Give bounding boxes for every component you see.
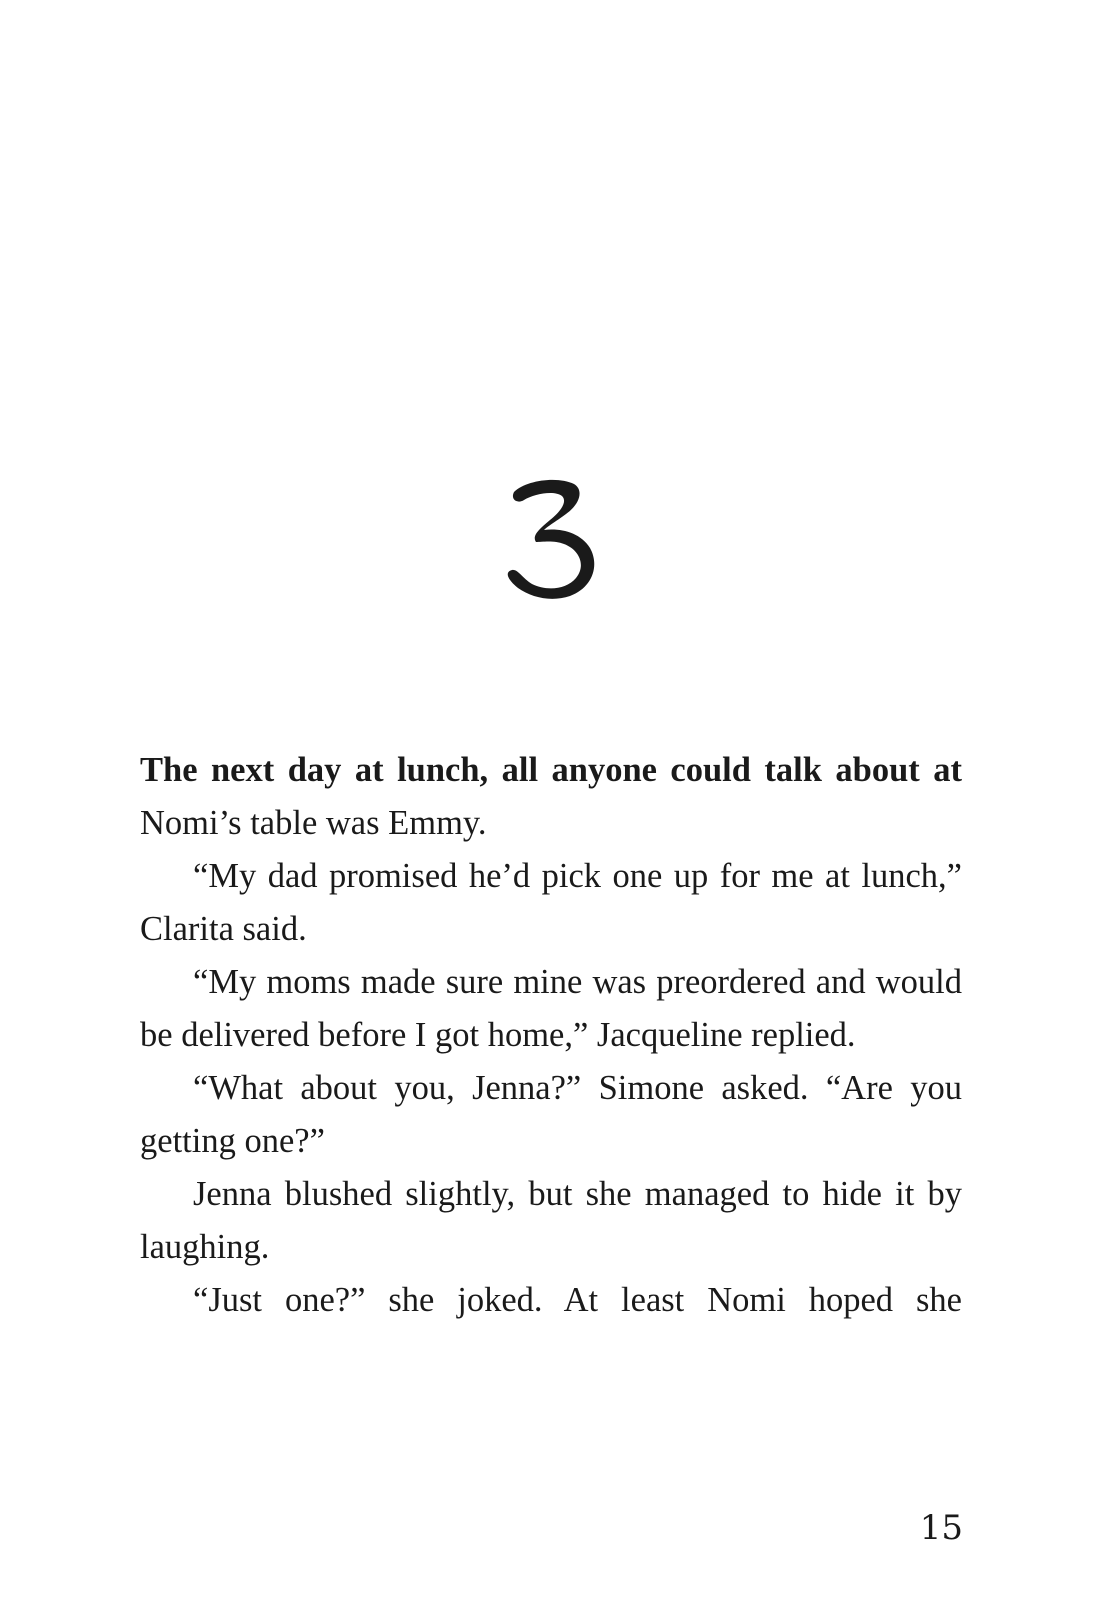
brush-stroke [507, 480, 594, 599]
paragraph: “My dad promised he’d pick one up for me at lunch,” Clarita said. [140, 857, 962, 948]
lead-in-text: The next day at lunch, all anyone could talk about at [140, 751, 962, 789]
paragraph: Jenna blushed slightly, but she managed to hide it by laughing. [140, 1175, 962, 1266]
chapter-number-brush-glyph [496, 470, 606, 610]
chapter-body [140, 744, 962, 1327]
paragraph: “Just one?” she joked. At least Nomi hoped she [193, 1281, 962, 1319]
paragraph: “My moms made sure mine was preordered and would be delivered before I got home,” Jacqueline replied. [140, 963, 962, 1054]
page-number: 15 [919, 1508, 963, 1548]
paragraph-text: Nomi’s table was Emmy. [140, 804, 487, 842]
paragraph [140, 744, 962, 850]
chapter-number [0, 470, 1101, 615]
paragraph: “What about you, Jenna?” Simone asked. “Are you getting one?” [140, 1069, 962, 1160]
